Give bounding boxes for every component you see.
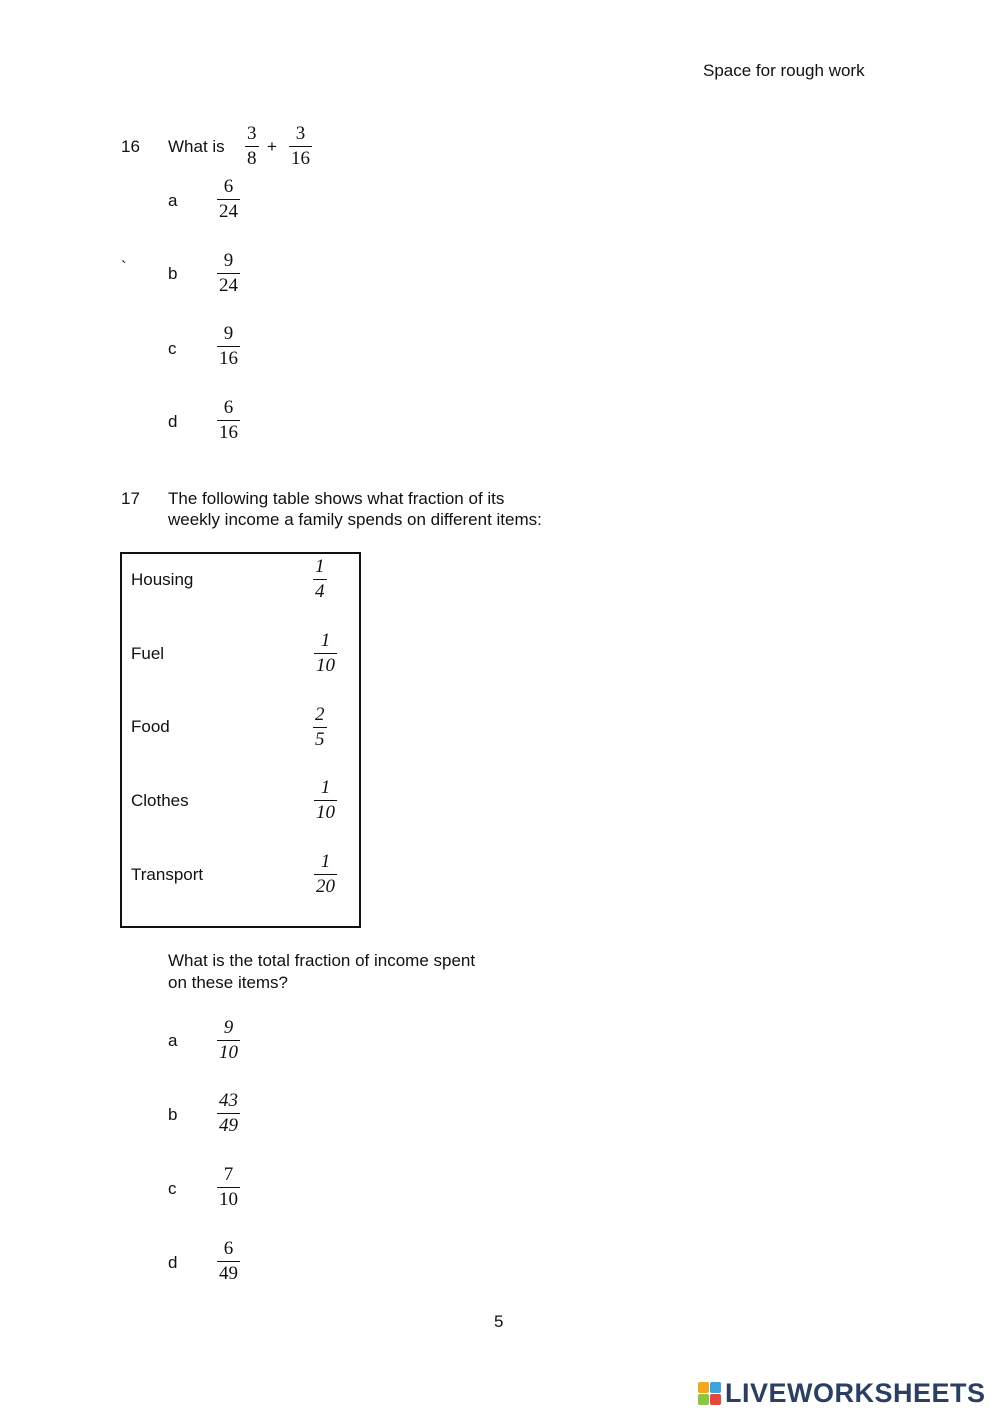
logo-square <box>710 1394 721 1405</box>
stray-mark: ` <box>121 258 127 277</box>
numerator: 7 <box>223 1164 234 1185</box>
question-number: 17 <box>121 489 140 508</box>
option-letter: a <box>168 191 178 210</box>
option-letter: b <box>168 264 178 283</box>
plus-operator: + <box>267 137 277 156</box>
option-letter: d <box>168 412 178 431</box>
numerator: 2 <box>315 704 325 725</box>
numerator: 6 <box>223 1238 234 1259</box>
denominator: 24 <box>219 275 238 296</box>
numerator: 1 <box>320 777 331 798</box>
fraction <box>289 122 312 171</box>
option-fraction <box>217 1089 240 1138</box>
denominator: 16 <box>219 348 238 369</box>
option-letter: a <box>168 1031 178 1050</box>
logo-grid-icon <box>698 1382 721 1405</box>
question-number: 16 <box>121 137 140 156</box>
numerator: 3 <box>247 123 257 144</box>
item-name: Clothes <box>131 791 189 810</box>
question-intro-line-2: weekly income a family spends on different items: <box>168 510 542 529</box>
option-letter: d <box>168 1253 178 1272</box>
fraction <box>245 122 259 171</box>
option-fraction <box>217 396 240 445</box>
numerator: 9 <box>223 323 234 344</box>
item-fraction <box>314 776 337 825</box>
question-intro-line-1: The following table shows what fraction of its <box>168 489 505 508</box>
numerator: 3 <box>295 123 306 144</box>
numerator: 1 <box>315 556 325 577</box>
page-number: 5 <box>494 1312 504 1331</box>
denominator: 16 <box>219 422 238 443</box>
item-fraction <box>313 555 327 604</box>
item-name: Fuel <box>131 644 165 663</box>
numerator: 1 <box>320 630 331 651</box>
item-fraction <box>313 703 327 752</box>
logo-square <box>698 1394 709 1405</box>
option-fraction <box>217 175 240 224</box>
denominator: 16 <box>291 148 310 169</box>
question-line-1: What is the total fraction of income spent <box>168 951 476 970</box>
denominator: 10 <box>219 1189 238 1210</box>
option-fraction <box>217 1163 240 1212</box>
option-fraction <box>217 249 240 298</box>
item-name: Housing <box>131 570 194 589</box>
numerator: 43 <box>219 1090 238 1111</box>
option-letter: c <box>168 1179 177 1198</box>
numerator: 9 <box>223 1017 234 1038</box>
numerator: 1 <box>320 851 331 872</box>
numerator: 6 <box>223 397 234 418</box>
denominator: 49 <box>219 1263 238 1284</box>
logo-text: LIVEWORKSHEETS <box>725 1377 986 1408</box>
question-line-2: on these items? <box>168 973 289 992</box>
denominator: 5 <box>315 729 325 750</box>
denominator: 10 <box>219 1042 238 1063</box>
denominator: 8 <box>247 148 257 169</box>
option-fraction <box>217 1016 240 1065</box>
denominator: 4 <box>315 581 325 602</box>
denominator: 20 <box>316 876 335 897</box>
rough-work-label: Space for rough work <box>703 61 865 80</box>
option-letter: b <box>168 1105 178 1124</box>
logo-square <box>710 1382 721 1393</box>
item-name: Food <box>131 717 170 736</box>
item-name: Transport <box>131 865 204 884</box>
logo-square <box>698 1382 709 1393</box>
option-fraction <box>217 1237 240 1286</box>
denominator: 10 <box>316 802 335 823</box>
liveworksheets-logo[interactable] <box>698 1376 986 1410</box>
option-letter: c <box>168 339 177 358</box>
denominator: 10 <box>316 655 335 676</box>
denominator: 49 <box>219 1115 238 1136</box>
numerator: 9 <box>223 250 234 271</box>
item-fraction <box>314 629 337 678</box>
question-stem: What is <box>168 137 225 156</box>
denominator: 24 <box>219 201 238 222</box>
option-fraction <box>217 322 240 371</box>
item-fraction <box>314 850 337 899</box>
numerator: 6 <box>223 176 234 197</box>
